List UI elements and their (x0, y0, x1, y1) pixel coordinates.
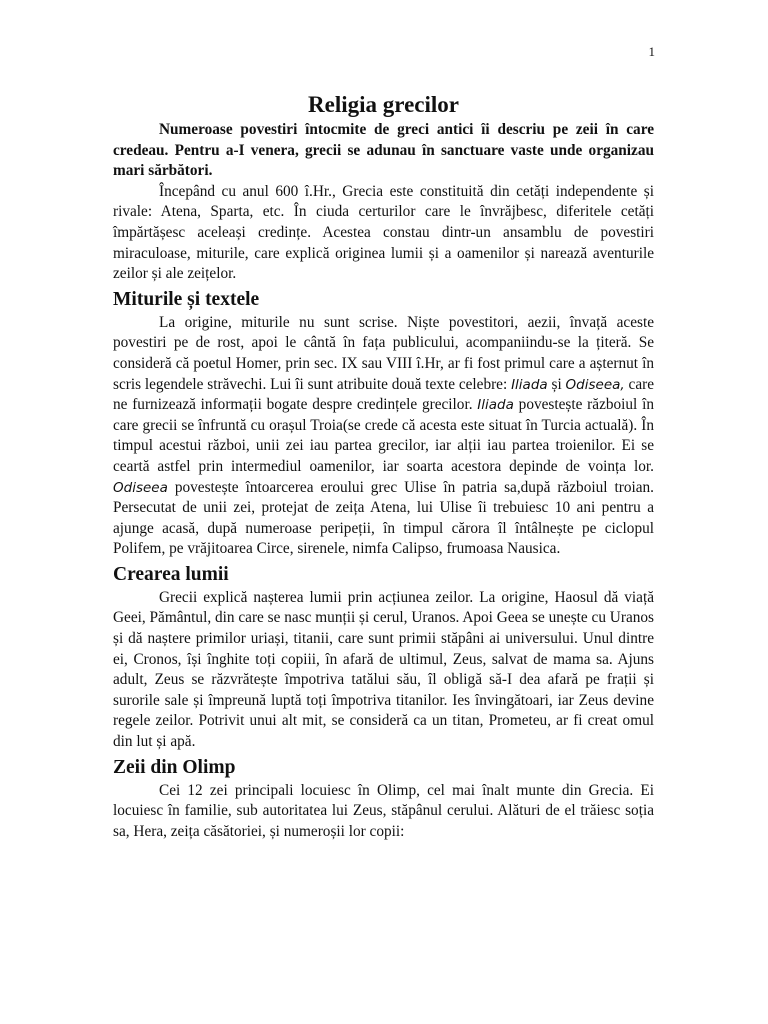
myths-text-1: La origine, miturile nu sunt scrise. Niște povestitori, aezii, învață aceste povestiri pe de rost, apoi le cântă în fața publicului, acompaniindu-se la țiteră. Se consideră că poetul Homer, prin sec. IX sau VIII î.Hr, ar fi fost primul care a așternut în scris legendele străvechi. Lui îi sunt atribuite două texte celebre: (113, 313, 654, 393)
intro-paragraph: Începând cu anul 600 î.Hr., Grecia este constituită din cetăți independente și rivale: Atena, Sparta, etc. În ciuda certurilor care le învrăjbesc, diferitele cetăți împărtășesc aceleași credințe. Acestea constau dintr-un ansamblu de povestiri miraculoase, miturile, care explică originea lumii și a oamenilor și narează aventurile zeilor și ale zeițelor. (113, 182, 654, 283)
myths-text-3: povestește războiul în care grecii se înfruntă cu orașul Troia(se crede că acesta este situat în Turcia actuală). În timpul acestui război, unii zei iau partea grecilor, iar alții iau partea troienilor. Ei se ceartă astfel prin intermediul oamenilor, iar soarta acestora depinde de voința lor. (113, 396, 654, 475)
odyssey-title: Odiseea, (565, 376, 625, 393)
iliad-title: Iliada (511, 376, 548, 393)
creation-paragraph: Grecii explică nașterea lumii prin acțiunea zeilor. La origine, Haosul dă viață Geei, Pământul, din care se nasc munții și cerul, Uranos. Apoi Geea se unește cu Uranos și dă naștere primilor uriași, titanii, care sunt primii stăpâni ai universului. Unul dintre ei, Cronos, își înghite toți copiii, în afară de ultimul, Zeus, salvat de mama sa. Ajuns adult, Zeus se răzvrătește împotriva tatălui său, îl obligă să-I dea afară pe frații și surorile sale și împreună luptă toți împotriva titanilor. Ies învingătoari, iar Zeus devine regele zeilor. Potrivit unui alt mit, se consideră ca un titan, Prometeu, ar fi creat omul din lut și apă. (113, 588, 654, 751)
odyssey-title-2: Odiseea (113, 479, 168, 496)
iliad-title-2: Iliada (477, 397, 514, 414)
intro-bold-paragraph: Numeroase povestiri întocmite de greci antici îi descriu pe zeii în care credeau. Pentru a-I venera, grecii se adunau în sanctuare vaste unde organizau mari sărbători. (113, 121, 654, 180)
document-body (113, 90, 654, 842)
myths-text-4: povestește întoarcerea eroului grec Ulise în patria sa,după războiul troian. Persecutat de unii zei, protejat de zeița Atena, lui Ulise îi trebuiesc 10 ani pentru a ajunge acasă, după numeroase peripeții, în timpul cărora îl întâlnește pe ciclopul Polifem, pe vrăjitoarea Circe, sirenele, nimfa Calipso, frumoasa Nausica. (113, 478, 654, 558)
olympus-paragraph: Cei 12 zei principali locuiesc în Olimp, cel mai înalt munte din Grecia. Ei locuiesc în familie, sub autoritatea lui Zeus, stăpânul cerului. Alături de el trăiesc soția sa, Hera, zeița căsătoriei, și numeroșii lor copii: (113, 781, 654, 840)
section-heading-myths: Miturile și textele (113, 288, 260, 310)
section-heading-creation: Crearea lumii (113, 563, 229, 585)
myths-text-and: și (547, 375, 566, 393)
myths-paragraph (113, 313, 654, 560)
myths-text-2: care ne furnizează informații bogate despre credințele grecilor. (113, 375, 654, 414)
document-title: Religia grecilor (308, 92, 459, 117)
section-heading-olympus: Zeii din Olimp (113, 756, 236, 778)
page-number: 1 (648, 44, 655, 59)
